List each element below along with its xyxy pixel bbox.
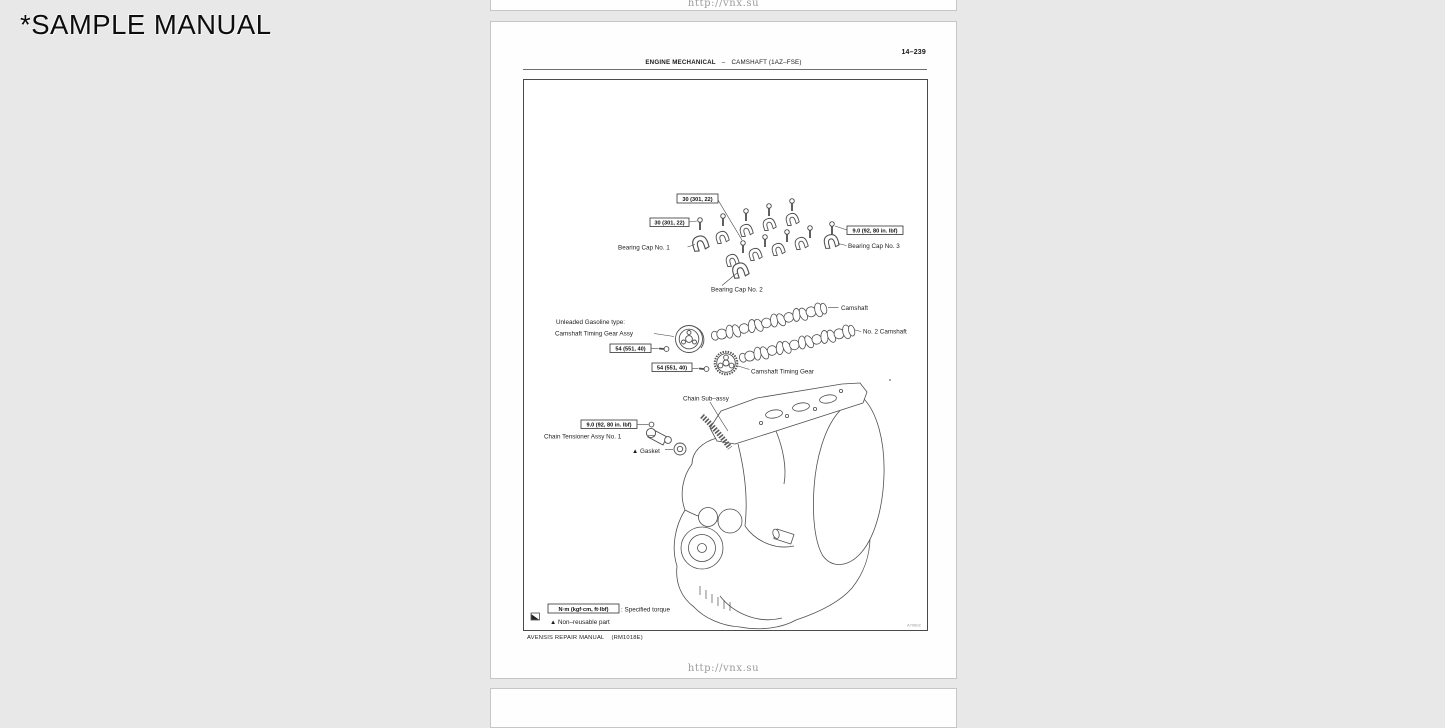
header-separator: – — [721, 59, 726, 66]
camshaft-exploded-diagram — [524, 80, 927, 630]
label-unleaded-line1: Unleaded Gasoline type: — [556, 319, 625, 326]
next-page-fragment — [490, 688, 957, 728]
manual-name: AVENSIS REPAIR MANUAL — [527, 635, 605, 641]
gasket-part — [674, 443, 686, 455]
label-bearing-cap-2: Bearing Cap No. 2 — [711, 286, 763, 294]
torque-cap-bolt-left: 30 (301, 22) — [654, 220, 685, 227]
label-camshaft: Camshaft — [841, 305, 868, 312]
label-gasket: ▲ Gasket — [632, 448, 660, 455]
label-camshaft-timing-gear: Camshaft Timing Gear — [751, 368, 814, 376]
label-no2-camshaft: No. 2 Camshaft — [863, 328, 907, 336]
sample-manual-watermark: *SAMPLE MANUAL — [20, 9, 272, 40]
figure-code: A79802 — [907, 622, 921, 628]
torque-cap3-bolt: 9.0 (92, 80 in. lbf) — [852, 228, 898, 235]
legend-torque-unit: N·m (kgf·cm, ft·lbf) — [558, 607, 609, 613]
page-header — [491, 59, 956, 66]
bearing-cap-no3-part — [823, 233, 840, 249]
page-number: 14–239 — [901, 49, 926, 56]
torque-timing-gear-bolt: 54 (551, 40) — [656, 365, 688, 372]
manual-page — [490, 21, 957, 679]
header-topic: CAMSHAFT (1AZ–FSE) — [731, 59, 802, 66]
previous-page-fragment — [490, 0, 957, 11]
legend-non-reusable: ▲ Non–reusable part — [550, 619, 610, 626]
engine-block-drawing — [674, 383, 884, 629]
bearing-cap-no2-part — [731, 261, 750, 279]
camshaft-timing-gear-part — [715, 352, 738, 375]
label-chain-tensioner: Chain Tensioner Assy No. 1 — [544, 433, 622, 441]
header-section: ENGINE MECHANICAL — [645, 59, 716, 66]
label-chain-sub-assy: Chain Sub–assy — [683, 395, 729, 403]
label-bearing-cap-3: Bearing Cap No. 3 — [848, 243, 900, 250]
no2-camshaft-part — [738, 323, 857, 367]
header-rule — [523, 69, 927, 70]
bearing-cap-no1-part — [691, 234, 710, 252]
print-dot — [889, 379, 891, 381]
chain-tensioner-part — [646, 428, 671, 445]
manual-code: (RM1018E) — [611, 635, 643, 641]
legend-torque-meaning: : Specified torque — [621, 606, 671, 614]
page-footer — [527, 635, 643, 641]
torque-vvt-gear-bolt: 54 (551, 40) — [615, 346, 646, 353]
camshaft-timing-gear-assy-part — [676, 326, 704, 353]
label-unleaded-line2: Camshaft Timing Gear Assy — [555, 330, 634, 338]
site-watermark-top: http://vnx.su — [687, 0, 760, 9]
figure-frame — [523, 79, 928, 631]
gear-set-bolts — [649, 347, 709, 427]
torque-tensioner-bolt: 9.0 (92, 80 in. lbf) — [586, 422, 632, 429]
label-bearing-cap-1: Bearing Cap No. 1 — [618, 244, 670, 252]
site-watermark-bottom: http://vnx.su — [687, 663, 760, 674]
torque-cap-bolt-top: 30 (301, 22) — [682, 196, 713, 203]
page-marker-icon — [531, 613, 540, 620]
